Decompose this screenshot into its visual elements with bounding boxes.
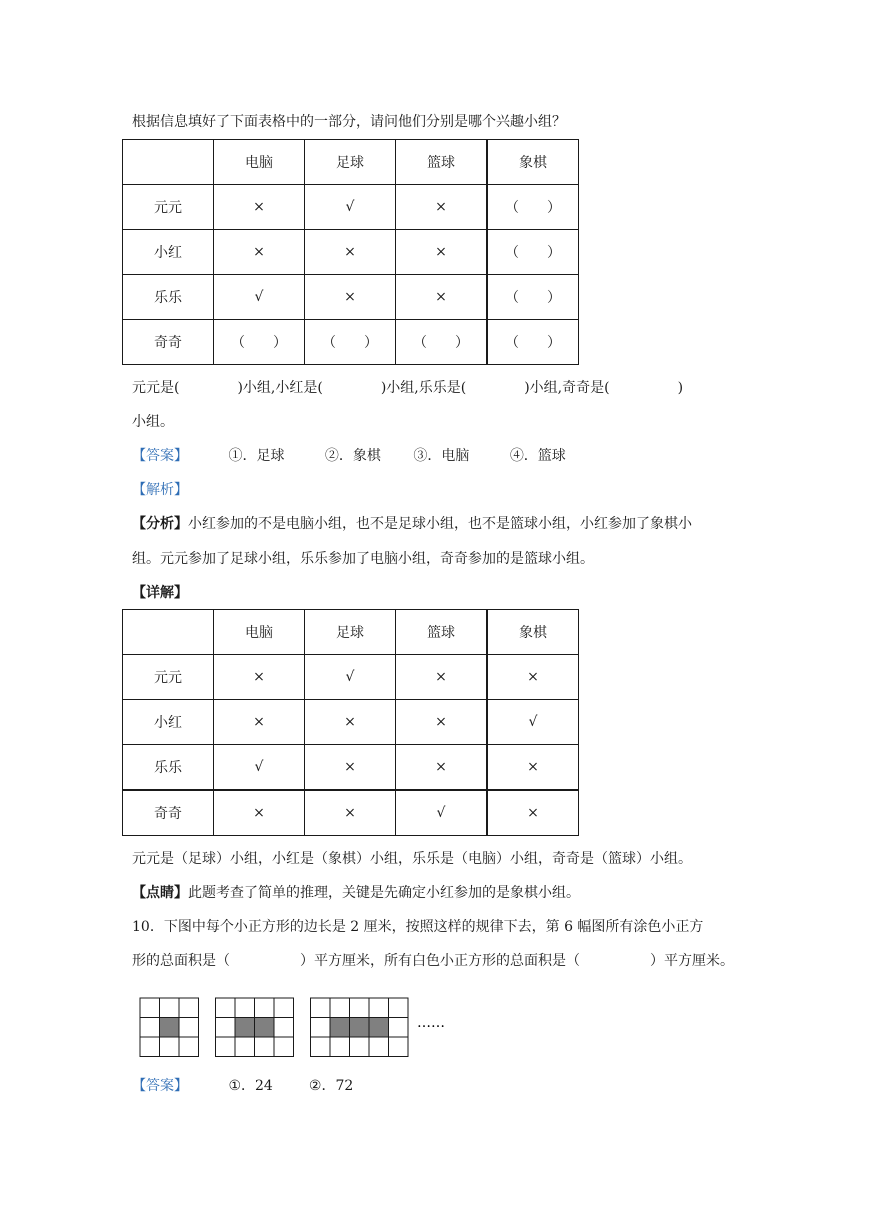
- shaded-square: [255, 1018, 275, 1038]
- white-square: [140, 998, 160, 1018]
- answer-item: ①．24: [228, 1078, 273, 1094]
- white-square: [216, 1037, 236, 1057]
- question-10-line2: [132, 951, 734, 971]
- answer-label: 【答案】: [132, 448, 188, 464]
- answer-label: 【答案】: [132, 1078, 188, 1094]
- white-square: [389, 998, 409, 1018]
- table-cell: ×: [305, 745, 396, 791]
- table-header-row: [123, 610, 579, 655]
- white-square: [389, 1037, 409, 1057]
- answer-item: ①．足球: [228, 448, 285, 464]
- white-square: [369, 1037, 389, 1057]
- white-square: [350, 1037, 370, 1057]
- table-cell: ×: [214, 700, 305, 745]
- table-cell: √: [487, 700, 579, 745]
- table-cell: ×: [396, 275, 488, 320]
- fill-text: )小组,小红是(: [237, 380, 323, 396]
- table-cell: （ ）: [487, 275, 579, 320]
- white-square: [255, 1037, 275, 1057]
- table-cell: ×: [396, 745, 488, 791]
- analysis-line-2: 组。元元参加了足球小组，乐乐参加了电脑小组，奇奇参加的是篮球小组。: [132, 551, 594, 567]
- shaded-square: [160, 1018, 180, 1038]
- detail-conclusion: 元元是（足球）小组，小红是（象棋）小组，乐乐是（电脑）小组，奇奇是（篮球）小组。: [132, 851, 692, 867]
- fill-text: )小组,奇奇是(: [524, 380, 610, 396]
- fill-text: 元元是(: [132, 380, 180, 396]
- table-cell: ×: [305, 230, 396, 275]
- table-name-cell: 奇奇: [123, 320, 214, 365]
- table-row: [123, 655, 579, 700]
- shaded-square: [330, 1018, 350, 1038]
- fenxi-text: 小红参加的不是电脑小组，也不是足球小组，也不是篮球小组，小红参加了象棋小: [188, 516, 692, 532]
- white-square: [140, 1018, 160, 1038]
- q10-text: ）平方厘米。: [650, 953, 734, 969]
- question-10-line1: 10．下图中每个小正方形的边长是 2 厘米，按照这样的规律下去，第 6 幅图所有涂色小正方: [132, 919, 704, 935]
- detail-label: 【详解】: [132, 585, 188, 601]
- table-header-cell: 篮球: [396, 140, 488, 185]
- table-cell: √: [396, 790, 488, 836]
- table-cell: √: [305, 185, 396, 230]
- white-square: [330, 1037, 350, 1057]
- table-row: [123, 275, 579, 320]
- white-square: [179, 998, 199, 1018]
- table-header-row: [123, 140, 579, 185]
- white-square: [311, 1018, 331, 1038]
- answer-item: ④．篮球: [509, 448, 566, 464]
- shaded-square: [369, 1018, 389, 1038]
- table-cell: ×: [396, 655, 488, 700]
- table-header-cell: 电脑: [214, 140, 305, 185]
- table-name-cell: 小红: [123, 700, 214, 745]
- table-cell: ×: [214, 790, 305, 836]
- white-square: [179, 1018, 199, 1038]
- table-name-cell: 小红: [123, 230, 214, 275]
- question-intro: 根据信息填好了下面表格中的一部分，请问他们分别是哪个兴趣小组？: [132, 114, 566, 130]
- table-cell: ×: [305, 790, 396, 836]
- analysis-label: 【解析】: [132, 482, 188, 498]
- table-cell: √: [305, 655, 396, 700]
- white-square: [216, 998, 236, 1018]
- pattern-figure: [140, 998, 199, 1057]
- white-square: [389, 1018, 409, 1038]
- white-square: [274, 998, 294, 1018]
- fenxi-label: 【分析】: [132, 516, 188, 532]
- dianjing-text: 此题考查了简单的推理，关键是先确定小红参加的是象棋小组。: [188, 885, 580, 901]
- table-cell: ×: [396, 700, 488, 745]
- table-cell: ×: [305, 275, 396, 320]
- table-cell: ×: [305, 700, 396, 745]
- fill-in-line-2: 小组。: [132, 414, 174, 430]
- table-header-cell: 象棋: [487, 140, 579, 185]
- fill-text: ): [677, 380, 684, 396]
- table-cell: √: [214, 745, 305, 791]
- white-square: [179, 1037, 199, 1057]
- table-header-cell: [123, 140, 214, 185]
- table-cell: （ ）: [214, 320, 305, 365]
- q10-text: 形的总面积是（: [132, 953, 230, 969]
- table-name-cell: 元元: [123, 185, 214, 230]
- table-header-cell: 足球: [305, 610, 396, 655]
- table-cell: ×: [214, 185, 305, 230]
- table-row: [123, 320, 579, 365]
- table-cell: ×: [214, 655, 305, 700]
- white-square: [350, 998, 370, 1018]
- table-complete: [122, 609, 579, 836]
- white-square: [216, 1018, 236, 1038]
- table-header-cell: 电脑: [214, 610, 305, 655]
- table-cell: ×: [487, 790, 579, 836]
- square-pattern-figures: [139, 997, 459, 1061]
- table-header-cell: 足球: [305, 140, 396, 185]
- white-square: [274, 1037, 294, 1057]
- table-row: [123, 700, 579, 745]
- dianjing-line: [132, 883, 580, 903]
- white-square: [140, 1037, 160, 1057]
- dianjing-label: 【点睛】: [132, 885, 188, 901]
- table-name-cell: 乐乐: [123, 745, 214, 791]
- white-square: [235, 1037, 255, 1057]
- table-header-cell: 篮球: [396, 610, 488, 655]
- pattern-figure: [311, 998, 409, 1057]
- fill-text: )小组,乐乐是(: [380, 380, 467, 396]
- table-cell: ×: [396, 185, 488, 230]
- fill-in-line: [132, 378, 742, 398]
- pattern-figure: [216, 998, 294, 1057]
- table-cell: （ ）: [396, 320, 488, 365]
- white-square: [369, 998, 389, 1018]
- white-square: [311, 998, 331, 1018]
- white-square: [311, 1037, 331, 1057]
- table-name-cell: 元元: [123, 655, 214, 700]
- table-cell: ×: [396, 230, 488, 275]
- q10-text: ）平方厘米，所有白色小正方形的总面积是（: [300, 953, 580, 969]
- answer-row: [132, 446, 566, 466]
- table-cell: （ ）: [305, 320, 396, 365]
- answer-item: ②．象棋: [324, 448, 381, 464]
- table-header-cell: [123, 610, 214, 655]
- shaded-square: [350, 1018, 370, 1038]
- answer-row-2: [132, 1076, 353, 1096]
- ellipsis: ……: [417, 1015, 445, 1031]
- answer-item: ③．电脑: [413, 448, 470, 464]
- table-name-cell: 乐乐: [123, 275, 214, 320]
- table-partial: [122, 139, 579, 365]
- table-header-cell: 象棋: [487, 610, 579, 655]
- table-cell: √: [214, 275, 305, 320]
- white-square: [235, 998, 255, 1018]
- analysis-line: [132, 514, 692, 534]
- white-square: [160, 998, 180, 1018]
- table-cell: （ ）: [487, 230, 579, 275]
- table-row: [123, 230, 579, 275]
- shaded-square: [235, 1018, 255, 1038]
- table-cell: ×: [487, 655, 579, 700]
- table-row: [123, 745, 579, 791]
- table-name-cell: 奇奇: [123, 790, 214, 836]
- table-cell: ×: [214, 230, 305, 275]
- white-square: [274, 1018, 294, 1038]
- white-square: [160, 1037, 180, 1057]
- answer-item: ②．72: [308, 1078, 354, 1094]
- table-cell: （ ）: [487, 320, 579, 365]
- white-square: [255, 998, 275, 1018]
- table-cell: ×: [487, 745, 579, 791]
- table-cell: （ ）: [487, 185, 579, 230]
- table-row: [123, 790, 579, 836]
- table-row: [123, 185, 579, 230]
- white-square: [330, 998, 350, 1018]
